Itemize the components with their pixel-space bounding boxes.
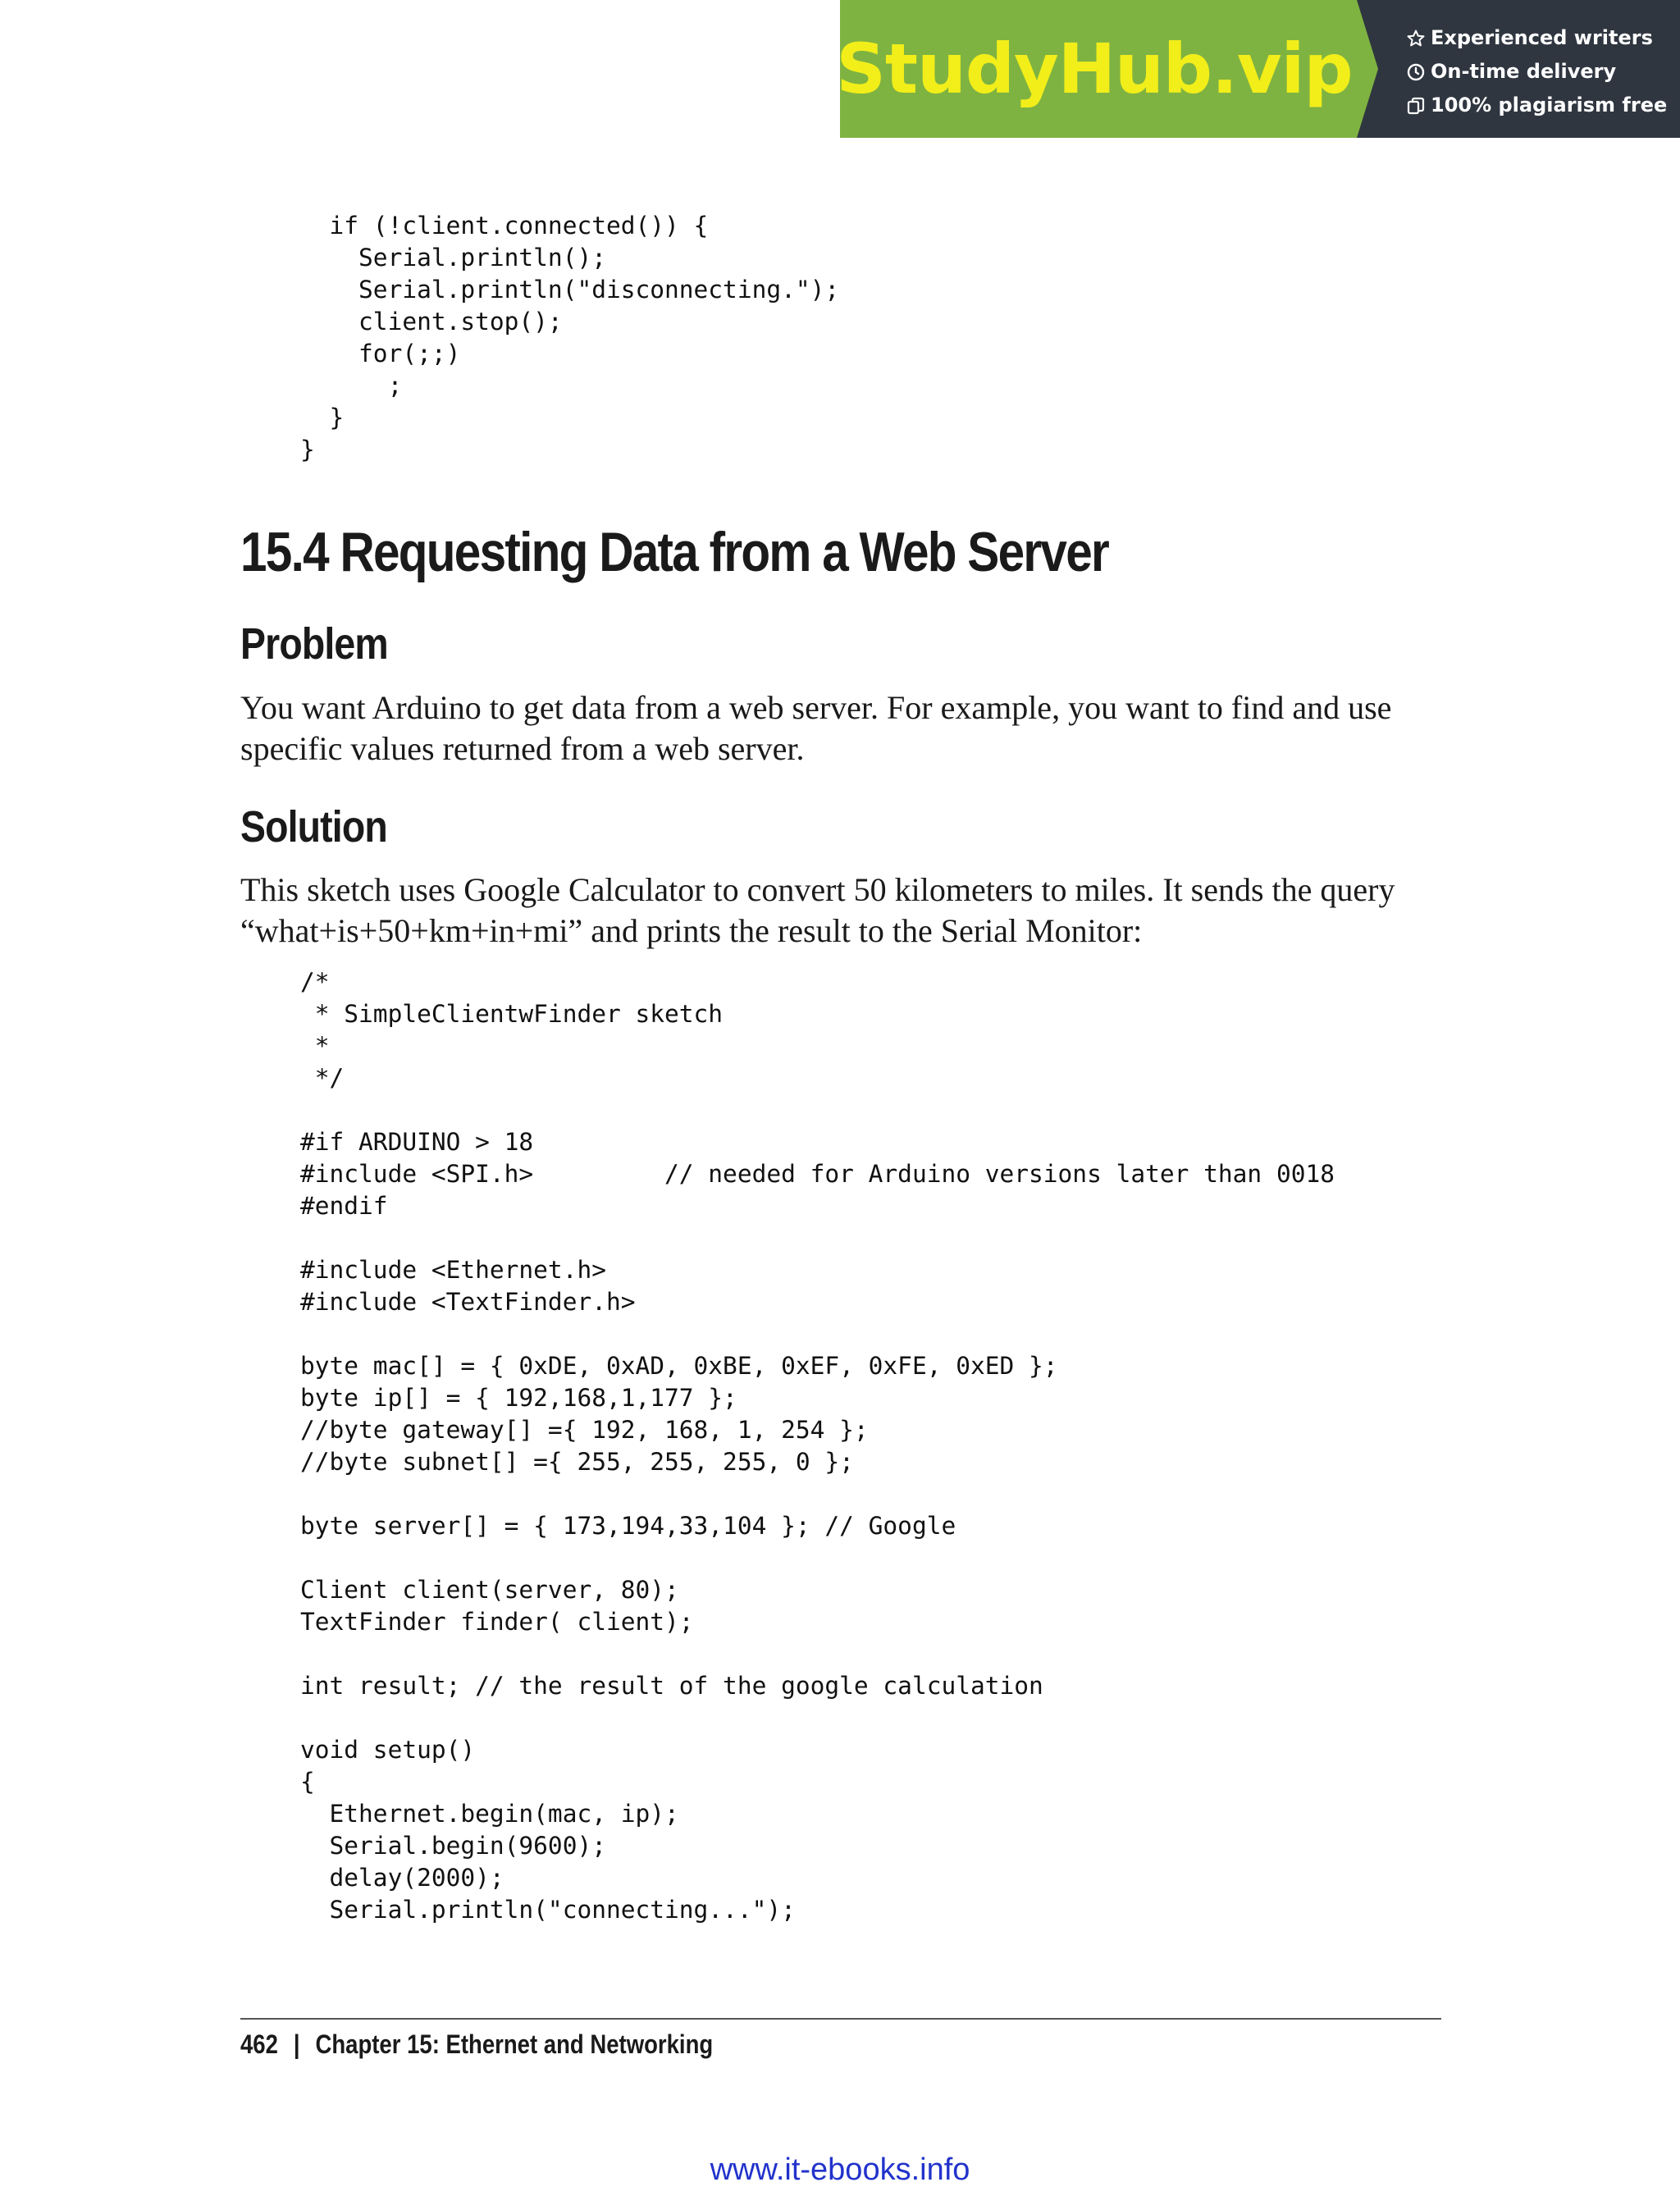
studyhub-banner[interactable]: [836, 0, 1680, 138]
source-weblink[interactable]: www.it-ebooks.info: [710, 2152, 970, 2187]
feature-label: Experienced writers: [1431, 26, 1653, 49]
problem-heading: Problem: [240, 619, 388, 669]
copy-icon: [1406, 96, 1426, 116]
feature-item: [1406, 55, 1667, 89]
banner-features-area: [1357, 0, 1680, 138]
brand-logo-text[interactable]: StudyHub.vip: [836, 29, 1353, 109]
feature-label: On-time delivery: [1431, 60, 1617, 83]
footer-divider: [240, 2018, 1441, 2020]
footer-separator: |: [293, 2029, 300, 2059]
feature-item: [1406, 89, 1667, 122]
code-block-continuation: if (!client.connected()) { Serial.println(); Serial.println("disconnecting."); client.stop(); for(;;) ; } }: [300, 212, 840, 463]
page-footer: [240, 2029, 713, 2060]
solution-heading: Solution: [240, 802, 387, 851]
feature-item: [1406, 21, 1667, 55]
feature-label: 100% plagiarism free: [1431, 94, 1668, 116]
clock-icon: [1406, 62, 1426, 82]
code-block-sketch: /* * SimpleClientwFinder sketch * */ #if ARDUINO > 18 #include <SPI.h> // needed for Arduino versions later than 0018 #endif #include <Ethernet.h> #include <TextFinder.h> byte mac[] = { 0xDE, 0xAD, 0xBE, 0xEF, 0xFE, 0xED }; byte ip[] = { 192,168,1,177 }; //byte gateway[] ={ 192, 168, 1, 254 }; //byte subnet[] ={ 255, 255, 255, 0 }; byte server[] = { 173,194,33,104 }; // Google Client client(server, 80); TextFinder finder( client); int result; // the result of the google calculation void setup() { Ethernet.begin(mac, ip); Serial.begin(9600); delay(2000); Serial.println("connecting...");: [300, 968, 1335, 1924]
solution-paragraph: This sketch uses Google Calculator to convert 50 kilometers to miles. It sends the query “what+is+50+km+in+mi” and prints the result to the Serial Monitor:: [240, 871, 1395, 949]
chapter-title: Chapter 15: Ethernet and Networking: [315, 2029, 714, 2059]
section-title: 15.4 Requesting Data from a Web Server: [240, 521, 1109, 583]
banner-brand-area[interactable]: [836, 0, 1357, 138]
star-icon: [1406, 29, 1426, 48]
problem-paragraph: You want Arduino to get data from a web server. For example, you want to find and use specific values returned from a web server.: [240, 689, 1392, 767]
feature-list: [1406, 21, 1667, 122]
page-number: 462: [240, 2029, 278, 2059]
banner-arrow-shape: [1357, 0, 1378, 138]
